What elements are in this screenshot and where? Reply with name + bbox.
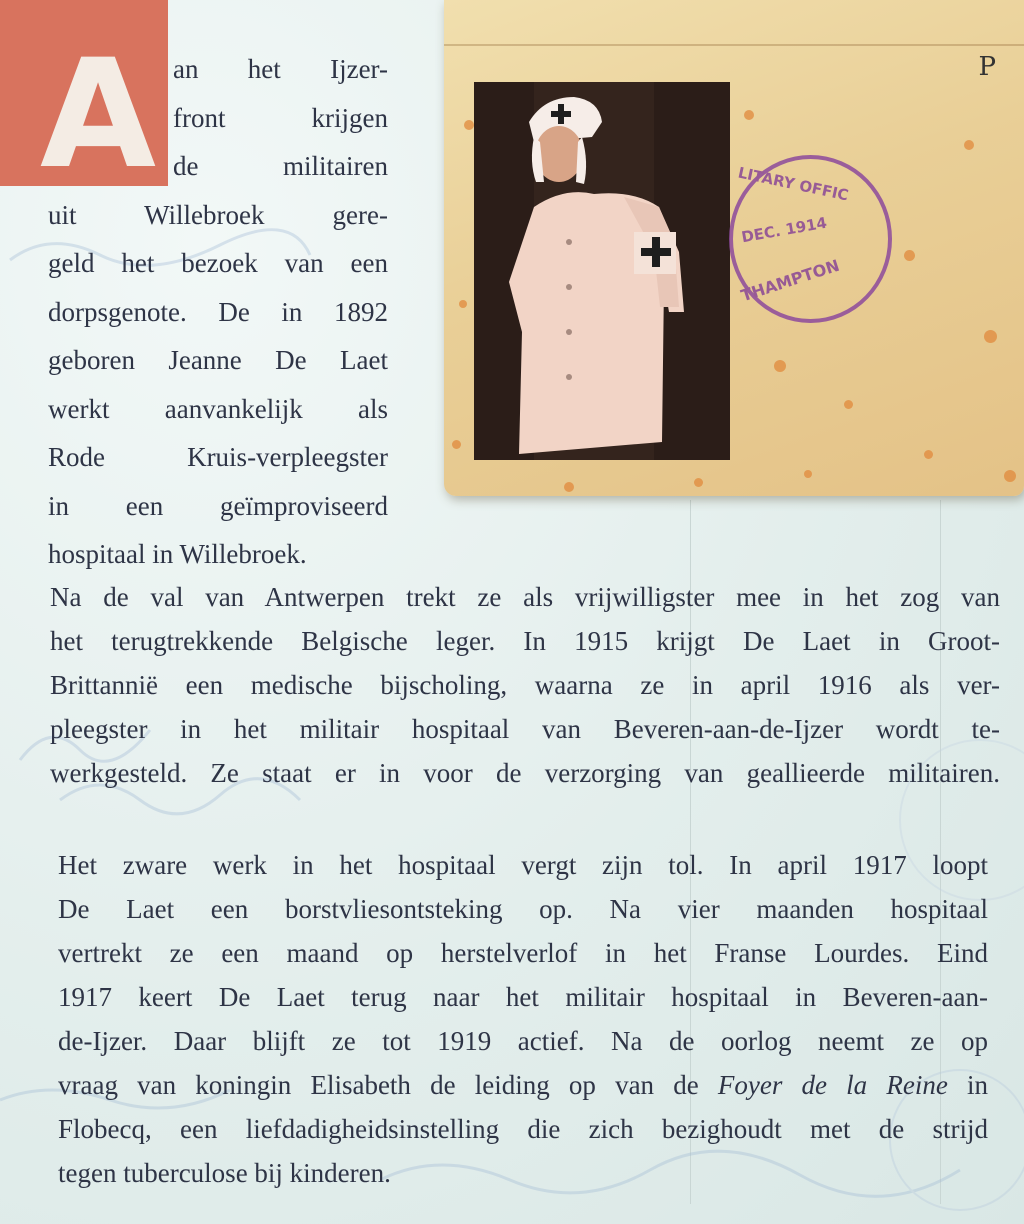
intro-line: dorpsgenote. De in 1892 — [48, 296, 388, 327]
paragraph-line: pleegster in het militair hospitaal van Beveren-aan-de-Ijzer wordt te- — [50, 714, 1000, 744]
stamp-bottom-text: THAMPTON — [738, 255, 842, 306]
card-fold — [444, 44, 1024, 46]
intro-line: geboren Jeanne De Laet — [48, 345, 388, 375]
intro-column — [48, 45, 388, 579]
intro-line: geld het bezoek van een — [48, 248, 388, 278]
paragraph-line: De Laet een borstvliesontsteking op. Na vier maanden hospitaal — [58, 894, 988, 924]
dropcap-letter: A — [39, 28, 157, 202]
intro-line: de militairen — [173, 151, 388, 181]
nurse-photo — [474, 82, 730, 460]
line-text: vraag van koningin Elisabeth de leiding op van de — [58, 1070, 718, 1100]
paragraph-line: Het zware werk in het hospitaal vergt zijn tol. In april 1917 loopt — [58, 850, 988, 880]
intro-line: front krijgen — [173, 102, 388, 133]
intro-line: hospitaal in Willebroek. — [48, 539, 307, 569]
paragraph-1 — [50, 575, 1000, 795]
paragraph-line: Flobecq, een liefdadigheidsinstelling die zich bezighoudt met de strijd — [58, 1114, 988, 1144]
nurse-figure — [474, 82, 730, 460]
foyer-de-la-reine-title: Foyer de la Reine — [717, 1070, 948, 1100]
paragraph-line: Na de val van Antwerpen trekt ze als vrijwilligster mee in het zog van — [50, 582, 1000, 612]
paragraph-line: tegen tuberculose bij kinderen. — [58, 1158, 391, 1188]
paragraph-line: vertrekt ze een maand op herstelverlof in het Franse Lourdes. Eind — [58, 938, 988, 968]
paragraph-line: 1917 keert De Laet terug naar het militair hospitaal in Beveren-aan- — [58, 982, 988, 1012]
military-office-stamp — [729, 155, 892, 323]
intro-line: werkt aanvankelijk als — [48, 393, 388, 424]
card-corner-mark: P — [978, 52, 996, 82]
stamp-date: DEC. 1914 — [740, 213, 829, 247]
photo-card — [444, 0, 1024, 496]
intro-line: an het Ijzer- — [173, 54, 388, 84]
intro-line: Rode Kruis-verpleegster — [48, 442, 388, 472]
paragraph-2 — [58, 843, 988, 1195]
intro-line: in een geïmproviseerd — [48, 490, 388, 521]
paragraph-line — [58, 1063, 988, 1107]
line-text: in — [947, 1070, 988, 1100]
paragraph-line: werkgesteld. Ze staat er in voor de verzorging van geallieerde militairen. — [50, 758, 1000, 788]
stamp-top-text: LITARY OFFIC — [736, 163, 851, 205]
intro-line: uit Willebroek gere- — [48, 199, 388, 230]
paragraph-line: de-Ijzer. Daar blijft ze tot 1919 actief. Na de oorlog neemt ze op — [58, 1026, 988, 1056]
paragraph-line: het terugtrekkende Belgische leger. In 1915 krijgt De Laet in Groot- — [50, 626, 1000, 656]
paragraph-line: Brittannië een medische bijscholing, waarna ze in april 1916 als ver- — [50, 670, 1000, 700]
